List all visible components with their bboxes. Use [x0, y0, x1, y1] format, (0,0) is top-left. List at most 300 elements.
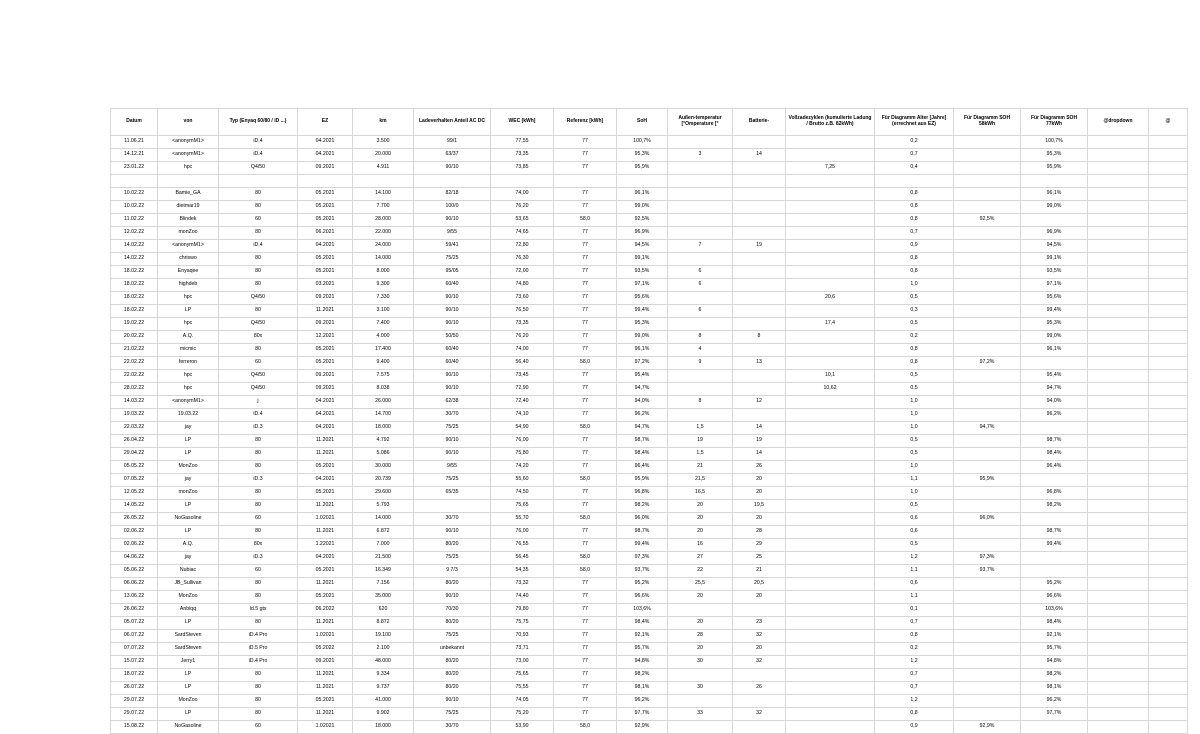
cell-vollladezyklen[interactable]	[786, 240, 875, 253]
cell-soh[interactable]: 99,0%	[617, 331, 668, 344]
cell-dropdown[interactable]	[1088, 552, 1149, 565]
cell-diagramm-soh-77kwh[interactable]: 99,4%	[1021, 305, 1088, 318]
cell-diagramm-alter[interactable]: 0,7	[875, 682, 954, 695]
cell-typ[interactable]: 80	[219, 227, 298, 240]
cell-diagramm-alter[interactable]: 0,8	[875, 266, 954, 279]
cell-referenz[interactable]: 77	[554, 591, 617, 604]
cell-referenz[interactable]: 77	[554, 500, 617, 513]
cell-vollladezyklen[interactable]	[786, 617, 875, 630]
cell-vollladezyklen[interactable]	[786, 201, 875, 214]
cell-soh[interactable]: 96,0%	[617, 513, 668, 526]
cell-ez[interactable]: 11.2021	[298, 578, 353, 591]
cell-von[interactable]: dietmar19	[158, 201, 219, 214]
cell-datum[interactable]: 07.05.22	[111, 474, 158, 487]
cell-wec[interactable]: 76,20	[491, 201, 554, 214]
cell-von[interactable]: jay	[158, 422, 219, 435]
cell-soh[interactable]: 99,4%	[617, 305, 668, 318]
cell-ladeverhalten[interactable]: 9/55	[414, 227, 491, 240]
cell-wec[interactable]: 75,65	[491, 500, 554, 513]
cell-diagramm-soh-58kwh[interactable]	[954, 669, 1021, 682]
cell-ez[interactable]: 04.2021	[298, 240, 353, 253]
cell-von[interactable]: <anonymM1>	[158, 240, 219, 253]
cell-ez[interactable]: 1.02021	[298, 721, 353, 734]
cell-soh[interactable]: 95,3%	[617, 149, 668, 162]
cell-vollladezyklen[interactable]	[786, 500, 875, 513]
cell-von[interactable]: A.Q.	[158, 331, 219, 344]
cell-datum[interactable]: 21.02.22	[111, 344, 158, 357]
cell-km[interactable]: 9.737	[353, 682, 414, 695]
cell-km[interactable]: 2.100	[353, 643, 414, 656]
cell-at[interactable]	[1149, 435, 1188, 448]
cell-km[interactable]: 22.000	[353, 227, 414, 240]
column-header-dropdown[interactable]: @dropdown	[1088, 109, 1149, 136]
cell-aussentemperatur[interactable]: 20	[668, 591, 733, 604]
cell-soh[interactable]: 94,0%	[617, 396, 668, 409]
cell-ladeverhalten[interactable]: 60/40	[414, 357, 491, 370]
table-row[interactable]	[111, 591, 1188, 604]
cell-ladeverhalten[interactable]: 90/10	[414, 305, 491, 318]
cell-referenz[interactable]: 77	[554, 240, 617, 253]
cell-soh[interactable]: 93,5%	[617, 266, 668, 279]
cell-aussentemperatur[interactable]: 20	[668, 500, 733, 513]
cell-von[interactable]: SardSteven	[158, 630, 219, 643]
cell-aussentemperatur[interactable]	[668, 188, 733, 201]
cell-datum[interactable]: 19.02.22	[111, 318, 158, 331]
cell-datum[interactable]: 04.06.22	[111, 552, 158, 565]
cell-referenz[interactable]: 77	[554, 162, 617, 175]
cell-diagramm-alter[interactable]: 0,9	[875, 240, 954, 253]
cell-von[interactable]: Enyaqee	[158, 266, 219, 279]
cell-von[interactable]: A.Q.	[158, 539, 219, 552]
column-header-diagramm-alter[interactable]: Für Diagramm Alter [Jahre] (errechnet aus EZ)	[875, 109, 954, 136]
cell-soh[interactable]: 97,3%	[617, 552, 668, 565]
table-row[interactable]	[111, 292, 1188, 305]
cell-typ[interactable]: 80	[219, 305, 298, 318]
cell-ladeverhalten[interactable]: 90/10	[414, 591, 491, 604]
cell-ladeverhalten[interactable]: 70/30	[414, 604, 491, 617]
cell-von[interactable]: highdeb	[158, 279, 219, 292]
cell-von[interactable]: LP	[158, 448, 219, 461]
cell-diagramm-soh-58kwh[interactable]	[954, 591, 1021, 604]
cell-ez[interactable]: 04.2021	[298, 149, 353, 162]
cell-referenz[interactable]: 77	[554, 656, 617, 669]
cell-diagramm-soh-58kwh[interactable]	[954, 630, 1021, 643]
cell-ladeverhalten[interactable]: 75/25	[414, 708, 491, 721]
cell-at[interactable]	[1149, 266, 1188, 279]
cell-km[interactable]: 9.902	[353, 708, 414, 721]
cell-dropdown[interactable]	[1088, 591, 1149, 604]
cell-datum[interactable]: 29.07.22	[111, 695, 158, 708]
cell-soh[interactable]: 95,3%	[617, 318, 668, 331]
cell-wec[interactable]: 79,80	[491, 604, 554, 617]
cell-vollladezyklen[interactable]	[786, 604, 875, 617]
cell-datum[interactable]: 18.02.22	[111, 305, 158, 318]
cell-soh[interactable]: 93,7%	[617, 565, 668, 578]
table-row[interactable]	[111, 656, 1188, 669]
cell-datum[interactable]: 05.07.22	[111, 617, 158, 630]
cell-diagramm-alter[interactable]: 0,8	[875, 253, 954, 266]
cell-batterie[interactable]	[733, 227, 786, 240]
cell-vollladezyklen[interactable]	[786, 526, 875, 539]
cell-km[interactable]: 7.330	[353, 292, 414, 305]
cell-ez[interactable]: 1.22021	[298, 539, 353, 552]
cell-typ[interactable]: 80	[219, 617, 298, 630]
cell-aussentemperatur[interactable]: 21	[668, 461, 733, 474]
cell-von[interactable]: SardSteven	[158, 643, 219, 656]
cell-soh[interactable]: 97,7%	[617, 708, 668, 721]
cell-datum[interactable]: 18.02.22	[111, 292, 158, 305]
cell-km[interactable]: 19.100	[353, 630, 414, 643]
cell-km[interactable]: 14.700	[353, 409, 414, 422]
cell-ez[interactable]: 04.2021	[298, 552, 353, 565]
cell-ez[interactable]: 05.2021	[298, 344, 353, 357]
cell-diagramm-soh-58kwh[interactable]	[954, 526, 1021, 539]
cell-referenz[interactable]: 77	[554, 201, 617, 214]
cell-ladeverhalten[interactable]: 90/10	[414, 370, 491, 383]
cell-at[interactable]	[1149, 370, 1188, 383]
table-row[interactable]	[111, 253, 1188, 266]
column-header-von[interactable]: von	[158, 109, 219, 136]
cell-wec[interactable]: 73,45	[491, 370, 554, 383]
cell-diagramm-soh-77kwh[interactable]	[1021, 214, 1088, 227]
cell-soh[interactable]: 95,7%	[617, 643, 668, 656]
cell-at[interactable]	[1149, 656, 1188, 669]
cell-soh[interactable]: 97,1%	[617, 279, 668, 292]
cell-typ[interactable]: iD.5 Pro	[219, 643, 298, 656]
cell-von[interactable]: Nubiac	[158, 565, 219, 578]
cell-at[interactable]	[1149, 474, 1188, 487]
cell-ez[interactable]: 12.2021	[298, 331, 353, 344]
cell-soh[interactable]: 92,1%	[617, 630, 668, 643]
cell-diagramm-soh-58kwh[interactable]	[954, 409, 1021, 422]
cell-datum[interactable]: 02.06.22	[111, 526, 158, 539]
table-row[interactable]	[111, 227, 1188, 240]
cell-diagramm-soh-58kwh[interactable]	[954, 149, 1021, 162]
cell-batterie[interactable]	[733, 175, 786, 188]
table-row[interactable]	[111, 188, 1188, 201]
cell-at[interactable]	[1149, 292, 1188, 305]
cell-wec[interactable]: 75,20	[491, 708, 554, 721]
cell-referenz[interactable]: 77	[554, 253, 617, 266]
column-header-typ[interactable]: Typ (Enyaq 60/80 / iD ...)	[219, 109, 298, 136]
cell-referenz[interactable]: 77	[554, 487, 617, 500]
cell-referenz[interactable]: 77	[554, 149, 617, 162]
cell-referenz[interactable]: 77	[554, 461, 617, 474]
cell-diagramm-alter[interactable]: 0,6	[875, 513, 954, 526]
cell-diagramm-soh-77kwh[interactable]	[1021, 357, 1088, 370]
cell-km[interactable]: 41.000	[353, 695, 414, 708]
cell-batterie[interactable]: 28	[733, 526, 786, 539]
cell-diagramm-alter[interactable]: 1,0	[875, 422, 954, 435]
cell-dropdown[interactable]	[1088, 292, 1149, 305]
cell-diagramm-soh-58kwh[interactable]	[954, 344, 1021, 357]
cell-diagramm-soh-77kwh[interactable]: 96,1%	[1021, 188, 1088, 201]
cell-wec[interactable]: 74,00	[491, 188, 554, 201]
cell-ladeverhalten[interactable]: 75/25	[414, 630, 491, 643]
cell-dropdown[interactable]	[1088, 565, 1149, 578]
cell-ladeverhalten[interactable]: 65/35	[414, 487, 491, 500]
table-row[interactable]	[111, 357, 1188, 370]
cell-ez[interactable]: 1.02021	[298, 513, 353, 526]
cell-diagramm-alter[interactable]: 0,7	[875, 227, 954, 240]
cell-dropdown[interactable]	[1088, 136, 1149, 149]
cell-typ[interactable]: 60	[219, 721, 298, 734]
cell-diagramm-alter[interactable]: 0,5	[875, 435, 954, 448]
cell-soh[interactable]: 96,9%	[617, 227, 668, 240]
cell-dropdown[interactable]	[1088, 383, 1149, 396]
cell-typ[interactable]: 80	[219, 461, 298, 474]
cell-typ[interactable]: j	[219, 396, 298, 409]
cell-diagramm-soh-58kwh[interactable]	[954, 682, 1021, 695]
cell-vollladezyklen[interactable]	[786, 279, 875, 292]
cell-wec[interactable]: 77,55	[491, 136, 554, 149]
cell-vollladezyklen[interactable]: 7,25	[786, 162, 875, 175]
cell-diagramm-soh-77kwh[interactable]: 98,4%	[1021, 448, 1088, 461]
table-row[interactable]	[111, 422, 1188, 435]
cell-vollladezyklen[interactable]	[786, 357, 875, 370]
cell-datum[interactable]: 05.05.22	[111, 461, 158, 474]
cell-vollladezyklen[interactable]	[786, 695, 875, 708]
cell-diagramm-alter[interactable]: 0,8	[875, 630, 954, 643]
cell-referenz[interactable]: 58,0	[554, 565, 617, 578]
cell-typ[interactable]: 80	[219, 669, 298, 682]
cell-soh[interactable]: 98,7%	[617, 435, 668, 448]
cell-batterie[interactable]: 19,5	[733, 500, 786, 513]
cell-diagramm-soh-77kwh[interactable]: 98,4%	[1021, 617, 1088, 630]
cell-diagramm-soh-77kwh[interactable]: 94,5%	[1021, 240, 1088, 253]
cell-datum[interactable]: 14.03.22	[111, 396, 158, 409]
cell-at[interactable]	[1149, 513, 1188, 526]
column-header-at[interactable]: @	[1149, 109, 1188, 136]
cell-batterie[interactable]: 19	[733, 240, 786, 253]
cell-at[interactable]	[1149, 136, 1188, 149]
cell-batterie[interactable]	[733, 162, 786, 175]
cell-at[interactable]	[1149, 643, 1188, 656]
cell-batterie[interactable]: 23	[733, 617, 786, 630]
cell-diagramm-soh-58kwh[interactable]	[954, 201, 1021, 214]
cell-soh[interactable]: 96,1%	[617, 344, 668, 357]
cell-diagramm-soh-58kwh[interactable]	[954, 279, 1021, 292]
cell-aussentemperatur[interactable]: 8	[668, 331, 733, 344]
cell-soh[interactable]: 98,4%	[617, 448, 668, 461]
cell-dropdown[interactable]	[1088, 578, 1149, 591]
cell-diagramm-alter[interactable]: 0,1	[875, 604, 954, 617]
cell-ez[interactable]: 04.2021	[298, 409, 353, 422]
cell-dropdown[interactable]	[1088, 240, 1149, 253]
cell-diagramm-soh-58kwh[interactable]	[954, 396, 1021, 409]
cell-vollladezyklen[interactable]	[786, 591, 875, 604]
cell-at[interactable]	[1149, 682, 1188, 695]
cell-referenz[interactable]: 77	[554, 331, 617, 344]
cell-aussentemperatur[interactable]	[668, 604, 733, 617]
cell-von[interactable]: MonZoo	[158, 695, 219, 708]
cell-wec[interactable]: 74,50	[491, 487, 554, 500]
cell-aussentemperatur[interactable]: 6	[668, 266, 733, 279]
cell-ladeverhalten[interactable]: 90/10	[414, 435, 491, 448]
table-row[interactable]	[111, 279, 1188, 292]
cell-datum[interactable]: 06.06.22	[111, 578, 158, 591]
cell-ladeverhalten[interactable]: 60/40	[414, 279, 491, 292]
cell-referenz[interactable]: 58,0	[554, 357, 617, 370]
cell-vollladezyklen[interactable]: 10,1	[786, 370, 875, 383]
cell-km[interactable]: 14.100	[353, 188, 414, 201]
cell-ez[interactable]: 05.2021	[298, 253, 353, 266]
cell-ladeverhalten[interactable]: 30/70	[414, 721, 491, 734]
cell-vollladezyklen[interactable]	[786, 253, 875, 266]
cell-diagramm-soh-58kwh[interactable]: 95,9%	[954, 474, 1021, 487]
cell-typ[interactable]: 80	[219, 344, 298, 357]
cell-wec[interactable]: 70,93	[491, 630, 554, 643]
cell-typ[interactable]: iD.4 Pro	[219, 630, 298, 643]
cell-diagramm-soh-77kwh[interactable]: 93,5%	[1021, 266, 1088, 279]
cell-von[interactable]: Blindek	[158, 214, 219, 227]
cell-vollladezyklen[interactable]	[786, 214, 875, 227]
cell-ez[interactable]: 05.2021	[298, 188, 353, 201]
cell-diagramm-alter[interactable]: 0,5	[875, 318, 954, 331]
cell-ladeverhalten[interactable]	[414, 500, 491, 513]
cell-aussentemperatur[interactable]	[668, 383, 733, 396]
cell-aussentemperatur[interactable]: 22	[668, 565, 733, 578]
cell-aussentemperatur[interactable]: 6	[668, 305, 733, 318]
table-row[interactable]	[111, 370, 1188, 383]
cell-km[interactable]: 18.000	[353, 721, 414, 734]
cell-typ[interactable]: Q4/50	[219, 292, 298, 305]
cell-vollladezyklen[interactable]	[786, 422, 875, 435]
cell-ez[interactable]: 11.2021	[298, 669, 353, 682]
cell-typ[interactable]: iD.4	[219, 409, 298, 422]
cell-dropdown[interactable]	[1088, 656, 1149, 669]
cell-aussentemperatur[interactable]: 3	[668, 149, 733, 162]
cell-diagramm-soh-58kwh[interactable]	[954, 383, 1021, 396]
cell-diagramm-soh-58kwh[interactable]: 92,5%	[954, 214, 1021, 227]
cell-von[interactable]: LP	[158, 682, 219, 695]
cell-diagramm-soh-58kwh[interactable]	[954, 435, 1021, 448]
table-row[interactable]	[111, 435, 1188, 448]
cell-ez[interactable]: 11.2021	[298, 448, 353, 461]
cell-vollladezyklen[interactable]	[786, 487, 875, 500]
cell-vollladezyklen[interactable]	[786, 474, 875, 487]
cell-diagramm-soh-77kwh[interactable]: 96,2%	[1021, 695, 1088, 708]
cell-soh[interactable]: 96,4%	[617, 461, 668, 474]
cell-ladeverhalten[interactable]: 99/1	[414, 136, 491, 149]
cell-ladeverhalten[interactable]: 50/50	[414, 331, 491, 344]
cell-wec[interactable]: 74,40	[491, 591, 554, 604]
cell-batterie[interactable]	[733, 188, 786, 201]
cell-wec[interactable]: 75,75	[491, 617, 554, 630]
cell-referenz[interactable]: 58,0	[554, 513, 617, 526]
cell-ez[interactable]: 05.2021	[298, 357, 353, 370]
cell-vollladezyklen[interactable]	[786, 721, 875, 734]
cell-soh[interactable]: 99,4%	[617, 539, 668, 552]
cell-diagramm-soh-77kwh[interactable]: 96,1%	[1021, 344, 1088, 357]
cell-datum[interactable]: 18.07.22	[111, 669, 158, 682]
cell-km[interactable]: 4.792	[353, 435, 414, 448]
cell-diagramm-soh-77kwh[interactable]	[1021, 422, 1088, 435]
cell-soh[interactable]: 100,7%	[617, 136, 668, 149]
cell-km[interactable]: 4.911	[353, 162, 414, 175]
cell-ladeverhalten[interactable]: 80/20	[414, 617, 491, 630]
cell-vollladezyklen[interactable]	[786, 513, 875, 526]
cell-batterie[interactable]	[733, 201, 786, 214]
cell-at[interactable]	[1149, 526, 1188, 539]
cell-wec[interactable]: 74,65	[491, 227, 554, 240]
cell-ez[interactable]: 11.2021	[298, 305, 353, 318]
cell-at[interactable]	[1149, 162, 1188, 175]
cell-aussentemperatur[interactable]: 33	[668, 708, 733, 721]
cell-typ[interactable]: 80	[219, 500, 298, 513]
cell-diagramm-alter[interactable]: 1,1	[875, 565, 954, 578]
cell-ez[interactable]: 09.2021	[298, 162, 353, 175]
cell-aussentemperatur[interactable]	[668, 669, 733, 682]
cell-diagramm-soh-58kwh[interactable]	[954, 175, 1021, 188]
cell-diagramm-soh-77kwh[interactable]: 99,4%	[1021, 539, 1088, 552]
cell-diagramm-alter[interactable]: 0,9	[875, 721, 954, 734]
cell-wec[interactable]	[491, 175, 554, 188]
table-row[interactable]	[111, 604, 1188, 617]
cell-at[interactable]	[1149, 669, 1188, 682]
cell-km[interactable]: 8.000	[353, 266, 414, 279]
cell-ez[interactable]: 06.2021	[298, 227, 353, 240]
cell-wec[interactable]: 72,90	[491, 383, 554, 396]
cell-ladeverhalten[interactable]: 90/10	[414, 162, 491, 175]
cell-diagramm-soh-77kwh[interactable]: 97,7%	[1021, 708, 1088, 721]
column-header-wec[interactable]: WEC [kWh]	[491, 109, 554, 136]
cell-batterie[interactable]	[733, 266, 786, 279]
cell-km[interactable]: 28.000	[353, 214, 414, 227]
cell-diagramm-soh-77kwh[interactable]	[1021, 721, 1088, 734]
cell-ladeverhalten[interactable]: 75/25	[414, 474, 491, 487]
cell-soh[interactable]: 99,1%	[617, 253, 668, 266]
cell-diagramm-soh-58kwh[interactable]	[954, 331, 1021, 344]
cell-datum[interactable]: 02.06.22	[111, 539, 158, 552]
cell-soh[interactable]: 96,2%	[617, 695, 668, 708]
cell-dropdown[interactable]	[1088, 266, 1149, 279]
cell-wec[interactable]: 73,35	[491, 318, 554, 331]
cell-km[interactable]: 3.100	[353, 305, 414, 318]
cell-ez[interactable]: 05.2021	[298, 565, 353, 578]
table-row[interactable]	[111, 214, 1188, 227]
cell-batterie[interactable]: 32	[733, 630, 786, 643]
cell-aussentemperatur[interactable]: 28	[668, 630, 733, 643]
cell-ladeverhalten[interactable]: 90/10	[414, 383, 491, 396]
cell-dropdown[interactable]	[1088, 435, 1149, 448]
cell-referenz[interactable]: 77	[554, 227, 617, 240]
cell-at[interactable]	[1149, 305, 1188, 318]
cell-diagramm-soh-77kwh[interactable]: 95,6%	[1021, 292, 1088, 305]
cell-vollladezyklen[interactable]	[786, 669, 875, 682]
cell-von[interactable]: chriswo	[158, 253, 219, 266]
cell-ez[interactable]: 05.2021	[298, 591, 353, 604]
cell-referenz[interactable]: 77	[554, 396, 617, 409]
cell-diagramm-alter[interactable]	[875, 175, 954, 188]
table-row[interactable]	[111, 565, 1188, 578]
cell-dropdown[interactable]	[1088, 708, 1149, 721]
cell-von[interactable]: hpc	[158, 318, 219, 331]
cell-diagramm-alter[interactable]: 1,0	[875, 279, 954, 292]
cell-diagramm-alter[interactable]: 1,1	[875, 474, 954, 487]
cell-diagramm-alter[interactable]: 0,2	[875, 643, 954, 656]
cell-soh[interactable]: 96,1%	[617, 188, 668, 201]
cell-km[interactable]: 24.000	[353, 240, 414, 253]
cell-wec[interactable]: 76,00	[491, 435, 554, 448]
cell-typ[interactable]: 80	[219, 448, 298, 461]
cell-dropdown[interactable]	[1088, 422, 1149, 435]
cell-typ[interactable]: iD.3	[219, 552, 298, 565]
cell-von[interactable]: hpc	[158, 383, 219, 396]
cell-referenz[interactable]: 77	[554, 708, 617, 721]
cell-soh[interactable]: 95,6%	[617, 292, 668, 305]
cell-dropdown[interactable]	[1088, 214, 1149, 227]
